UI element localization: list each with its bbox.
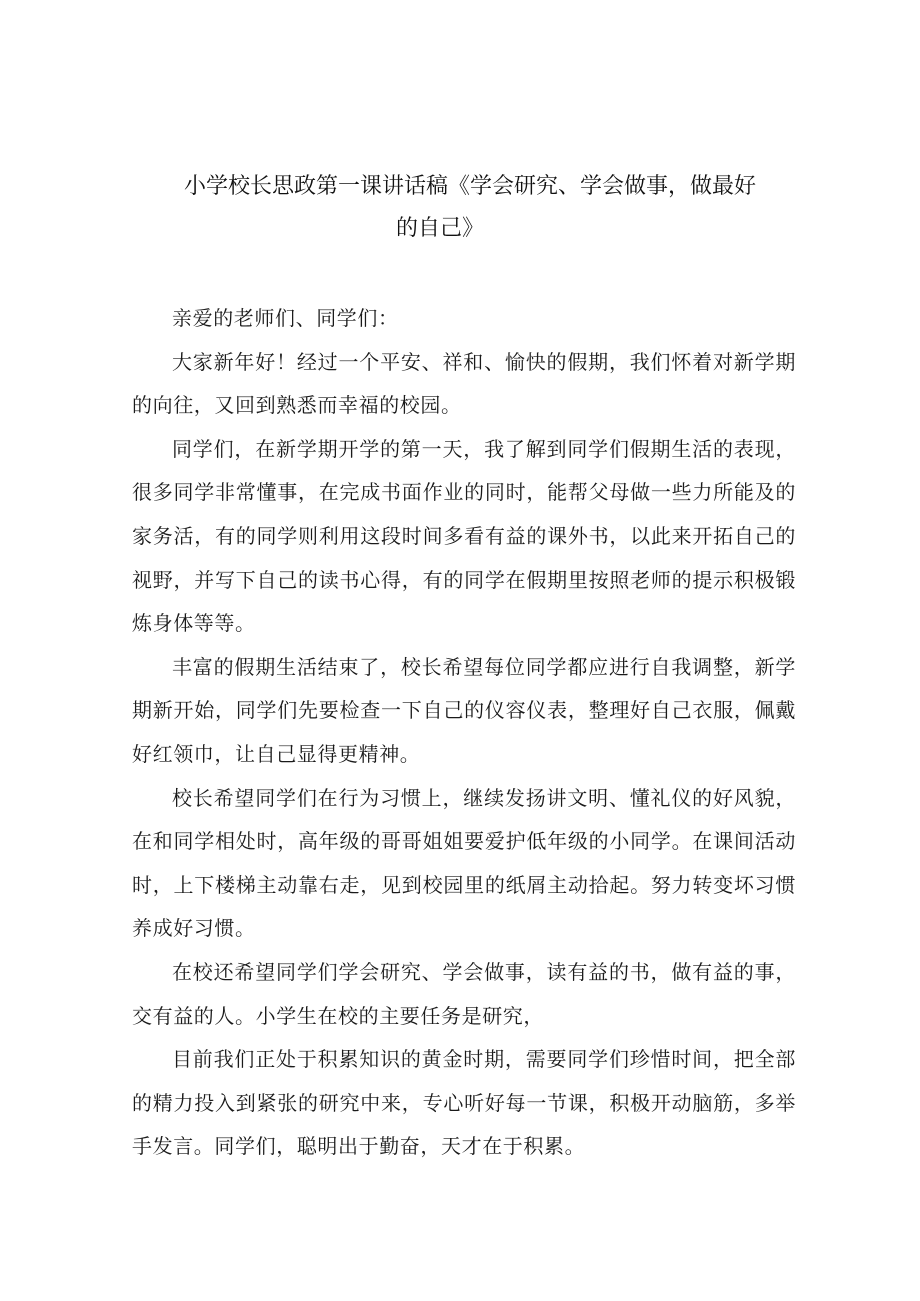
title-line-2: 的自己》 <box>395 216 484 241</box>
salutation: 亲爱的老师们、同学们： <box>172 306 399 330</box>
paragraph: 在校还希望同学们学会研究、学会做事，读有益的书，做有益的事，交有益的人。小学生在校的主要任务是研究， <box>132 959 796 1028</box>
paragraph: 同学们，在新学期开学的第一天，我了解到同学们假期生活的表现，很多同学非常懂事，在完成书面作业的同时，能帮父母做一些力所能及的家务活，有的同学则利用这段时间多看有益的课外书，以此来开拓自己的视野，并写下自己的读书心得，有的同学在假期里按照老师的提示积极锻炼身体等等。 <box>132 436 796 636</box>
paragraph: 大家新年好！经过一个平安、祥和、愉快的假期，我们怀着对新学期的向往，又回到熟悉而幸福的校园。 <box>132 349 796 418</box>
paragraph: 校长希望同学们在行为习惯上，继续发扬讲文明、懂礼仪的好风貌，在和同学相处时，高年级的哥哥姐姐要爱护低年级的小同学。在课间活动时，上下楼梯主动靠右走，见到校园里的纸屑主动拾起。努力转变坏习惯养成好习惯。 <box>132 785 796 941</box>
paragraph: 目前我们正处于积累知识的黄金时期，需要同学们珍惜时间，把全部的精力投入到紧张的研究中来，专心听好每一节课，积极开动脑筋，多举手发言。同学们，聪明出于勤奋，天才在于积累。 <box>132 1047 796 1159</box>
speech-body <box>132 297 796 1169</box>
document-title <box>130 166 810 250</box>
paragraph: 丰富的假期生活结束了，校长希望每位同学都应进行自我调整，新学期新开始，同学们先要检查一下自己的仪容仪表，整理好自己衣服，佩戴好红领巾，让自己显得更精神。 <box>132 654 796 766</box>
title-line-1: 小学校长思政第一课讲话稿《学会研究、学会做事，做最好 <box>183 174 756 199</box>
